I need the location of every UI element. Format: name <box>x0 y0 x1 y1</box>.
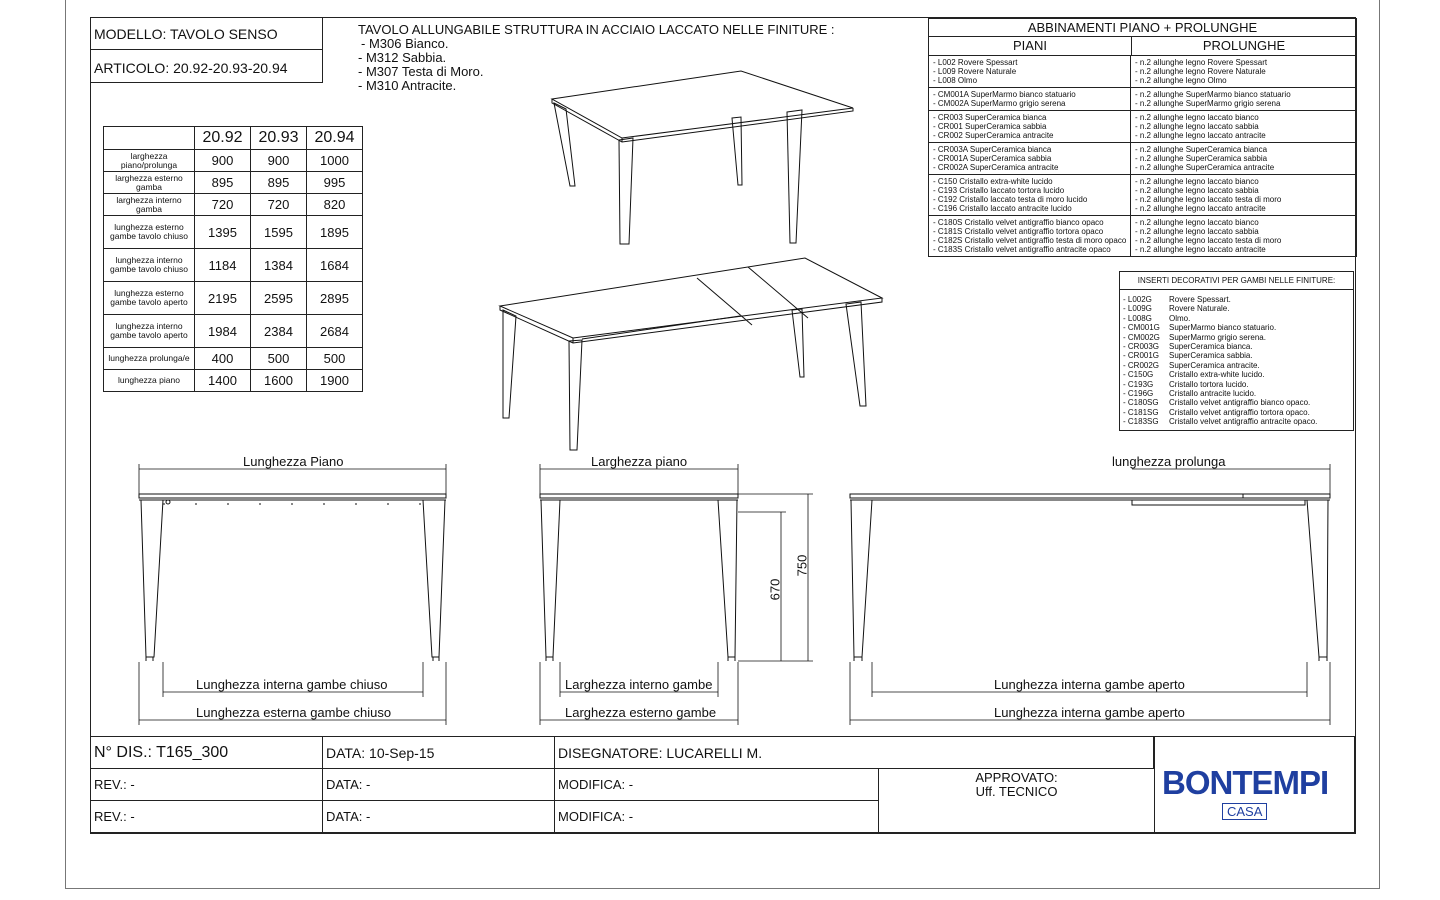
dim-cell: 2684 <box>307 315 363 348</box>
dim-row-label: larghezza piano/prolunga <box>104 150 195 172</box>
inserto-code: - CR001G <box>1123 351 1160 361</box>
dim-cell: 895 <box>251 172 307 194</box>
iso-table-open <box>500 258 882 450</box>
piano-line: - CR002A SuperCeramica antracite <box>933 163 1059 172</box>
dim-row-label: lunghezza esterno gambe tavolo aperto <box>104 282 195 315</box>
inserto-code: - L008G <box>1123 313 1152 323</box>
piano-line: - C196 Cristallo laccato antracite lucido <box>933 204 1072 213</box>
dim-cell: 500 <box>251 348 307 370</box>
tb-disegnatore: DISEGNATORE: LUCARELLI M. <box>554 736 1154 769</box>
inserto-code: - CR003G <box>1123 342 1160 352</box>
dim-row-label: lunghezza interno gambe tavolo aperto <box>104 315 195 348</box>
finishes-title: TAVOLO ALLUNGABILE STRUTTURA IN ACCIAIO LACCATO NELLE FINITURE : <box>358 22 835 37</box>
piano-line: - L008 Olmo <box>933 76 978 85</box>
label-lunghezza-prolunga: lunghezza prolunga <box>1112 454 1226 469</box>
tb-modifica2: MODIFICA: - <box>554 800 879 833</box>
label-larghezza-interno: Larghezza interno gambe <box>565 677 713 692</box>
inserto-name: Rovere Spessart. <box>1169 295 1231 304</box>
inserto-name: Cristallo extra-white lucido. <box>1169 370 1265 380</box>
prolunga-line: - n.2 allunghe legno Rovere Spessart <box>1135 58 1268 67</box>
prolunga-line: - n.2 allunghe SuperCeramica sabbia <box>1135 154 1268 163</box>
piano-line: - C181S Cristallo velvet antigraffio tortora opaco <box>933 227 1104 236</box>
iso-table-closed <box>552 71 853 244</box>
prolunga-line: - n.2 allunghe legno laccato antracite <box>1135 204 1266 213</box>
prolunga-line: - n.2 allunghe legno laccato testa di moro <box>1135 236 1282 245</box>
front-view-closed <box>139 494 446 661</box>
dim-cell: 900 <box>251 150 307 172</box>
inserto-name: SuperCeramica sabbia. <box>1169 351 1253 361</box>
dim-cell: 1984 <box>195 315 251 348</box>
inserto-name: Cristallo velvet antigraffio bianco opaco. <box>1169 398 1311 408</box>
dim-cell: 820 <box>307 194 363 216</box>
dim-cell: 1600 <box>251 370 307 392</box>
prolunga-line: - n.2 allunghe SuperCeramica bianca <box>1135 145 1268 154</box>
dim-cell: 995 <box>307 172 363 194</box>
inserto-code: - C150G <box>1123 370 1154 380</box>
piano-line: - C180S Cristallo velvet antigraffio bianco opaco <box>933 218 1104 227</box>
piano-line: - CR002 SuperCeramica antracite <box>933 131 1054 140</box>
dim-cell: 1000 <box>307 150 363 172</box>
finish-item: - M310 Antracite. <box>358 78 457 93</box>
dim-col-header: 20.94 <box>307 127 363 150</box>
inserti-title: INSERTI DECORATIVI PER GAMBI NELLE FINITURE: <box>1120 272 1353 290</box>
dim-row-label: lunghezza esterno gambe tavolo chiuso <box>104 216 195 249</box>
label-750: 750 <box>794 554 810 577</box>
prolunga-line: - n.2 allunghe legno Rovere Naturale <box>1135 67 1266 76</box>
prolunga-line: - n.2 allunghe legno laccato bianco <box>1135 177 1259 186</box>
dim-cell: 1400 <box>195 370 251 392</box>
piano-line: - L002 Rovere Spessart <box>933 58 1018 67</box>
inserto-code: - CM001G <box>1123 323 1160 333</box>
prolunga-line: - n.2 allunghe legno laccato sabbia <box>1135 227 1259 236</box>
dim-row-label: larghezza esterno gamba <box>104 172 195 194</box>
dim-cell: 400 <box>195 348 251 370</box>
tb-approvato <box>879 771 1154 799</box>
dim-cell: 900 <box>195 150 251 172</box>
prolunga-line: - n.2 allunghe legno laccato bianco <box>1135 113 1259 122</box>
label-lunghezza-interna-aperto: Lunghezza interna gambe aperto <box>994 677 1185 692</box>
prolunga-line: - n.2 allunghe SuperMarmo grigio serena <box>1135 99 1281 108</box>
prolunga-line: - n.2 allunghe SuperCeramica antracite <box>1135 163 1275 172</box>
inserto-name: Rovere Naturale. <box>1169 304 1230 314</box>
dim-cell: 500 <box>307 348 363 370</box>
col-prolunghe: PROLUNGHE <box>1202 38 1286 53</box>
dim-cell: 1395 <box>195 216 251 249</box>
inserto-name: SuperMarmo grigio serena. <box>1169 332 1266 342</box>
dim-cell: 1684 <box>307 249 363 282</box>
col-piani: PIANI <box>929 37 1132 55</box>
inserto-code: - CR002G <box>1123 360 1160 370</box>
finish-item: - M312 Sabbia. <box>358 50 447 65</box>
dim-col-header: 20.92 <box>195 127 251 150</box>
articolo-text: ARTICOLO: 20.92-20.93-20.94 <box>94 60 288 76</box>
inserto-code: - L009G <box>1123 304 1152 314</box>
modello-text: MODELLO: TAVOLO SENSO <box>94 26 278 42</box>
inserto-name: Cristallo velvet antigraffio tortora opaco. <box>1169 407 1310 417</box>
inserto-code: - C183SG <box>1123 417 1159 427</box>
dim-cell: 720 <box>251 194 307 216</box>
dim-row-label: lunghezza prolunga/e <box>104 348 195 370</box>
tb-data2: DATA: - <box>322 768 555 801</box>
prolunga-line: - n.2 allunghe legno laccato antracite <box>1135 245 1266 254</box>
label-lunghezza-piano: Lunghezza Piano <box>243 454 344 469</box>
dim-cell: 2895 <box>307 282 363 315</box>
bontempi-logo: BONTEMPI <box>1162 764 1329 801</box>
dim-cell: 2595 <box>251 282 307 315</box>
front-view-open <box>850 494 1330 661</box>
dim-cell: 895 <box>195 172 251 194</box>
inserto-name: SuperMarmo bianco statuario. <box>1169 323 1277 333</box>
inserto-name: Olmo. <box>1169 313 1191 323</box>
label-670: 670 <box>767 578 783 601</box>
tb-modifica1: MODIFICA: - <box>554 768 879 801</box>
piano-line: - C193 Cristallo laccato tortora lucido <box>933 186 1065 195</box>
label-lunghezza-interna-aperto-2: Lunghezza interna gambe aperto <box>994 705 1185 720</box>
abbinamenti-title: ABBINAMENTI PIANO + PROLUNGHE <box>929 19 1356 37</box>
dim-cell: 720 <box>195 194 251 216</box>
inserto-name: SuperCeramica antracite. <box>1169 360 1260 370</box>
tb-data3: DATA: - <box>322 800 555 833</box>
piano-line: - C182S Cristallo velvet antigraffio testa di moro opaco <box>933 236 1127 245</box>
piano-line: - L009 Rovere Naturale <box>933 67 1017 76</box>
label-larghezza-esterno: Larghezza esterno gambe <box>565 705 717 720</box>
dim-row-label: larghezza interno gamba <box>104 194 195 216</box>
piano-line: - CR001A SuperCeramica sabbia <box>933 154 1052 163</box>
inserto-code: - L002G <box>1123 295 1152 304</box>
dim-cell: 2384 <box>251 315 307 348</box>
dim-cell: 2195 <box>195 282 251 315</box>
piano-line: - CR001 SuperCeramica sabbia <box>933 122 1047 131</box>
finish-item: - M306 Bianco. <box>361 36 449 51</box>
inserto-name: SuperCeramica bianca. <box>1169 342 1253 352</box>
piano-line: - CM002A SuperMarmo grigio serena <box>933 99 1066 108</box>
tb-rev1: REV.: - <box>90 768 323 801</box>
inserto-name: Cristallo antracite lucido. <box>1169 389 1257 399</box>
dim-row-label: lunghezza piano <box>104 370 195 392</box>
piano-line: - CR003A SuperCeramica bianca <box>933 145 1052 154</box>
dim-cell: 1384 <box>251 249 307 282</box>
prolunga-line: - n.2 allunghe legno laccato testa di moro <box>1135 195 1282 204</box>
bontempi-logo-sub: CASA <box>1222 803 1267 820</box>
side-view <box>540 494 738 661</box>
dim-cell: 1900 <box>307 370 363 392</box>
piano-line: - C150 Cristallo extra-white lucido <box>933 177 1053 186</box>
inserto-code: - CM002G <box>1123 332 1160 342</box>
prolunga-line: - n.2 allunghe legno Olmo <box>1135 76 1227 85</box>
inserto-code: - C196G <box>1123 389 1154 399</box>
dim-row-label: lunghezza interno gambe tavolo chiuso <box>104 249 195 282</box>
dim-col-header: 20.93 <box>251 127 307 150</box>
inserto-name: Cristallo tortora lucido. <box>1169 379 1249 389</box>
approvato-label: APPROVATO: <box>975 770 1058 785</box>
prolunga-line: - n.2 allunghe legno laccato antracite <box>1135 131 1266 140</box>
piano-line: - C192 Cristallo laccato testa di moro lucido <box>933 195 1088 204</box>
piano-line: - CR003 SuperCeramica bianca <box>933 113 1047 122</box>
inserto-name: Cristallo velvet antigraffio antracite opaco. <box>1169 417 1318 427</box>
prolunga-line: - n.2 allunghe legno laccato bianco <box>1135 218 1259 227</box>
label-lunghezza-esterna-chiuso: Lunghezza esterna gambe chiuso <box>196 705 392 720</box>
prolunga-line: - n.2 allunghe legno laccato sabbia <box>1135 122 1259 131</box>
label-lunghezza-interna-chiuso: Lunghezza interna gambe chiuso <box>196 677 388 692</box>
inserto-code: - C180SG <box>1123 398 1159 408</box>
piano-line: - C183S Cristallo velvet antigraffio antracite opaco <box>933 245 1111 254</box>
tb-data1: DATA: 10-Sep-15 <box>322 736 555 769</box>
label-larghezza-piano: Larghezza piano <box>591 454 688 469</box>
tb-rev2: REV.: - <box>90 800 323 833</box>
dim-cell: 1895 <box>307 216 363 249</box>
dim-cell: 1595 <box>251 216 307 249</box>
prolunga-line: - n.2 allunghe SuperMarmo bianco statuario <box>1135 90 1291 99</box>
inserto-code: - C181SG <box>1123 407 1159 417</box>
ufficio-label: Uff. TECNICO <box>975 784 1058 799</box>
finish-item: - M307 Testa di Moro. <box>358 64 484 79</box>
tb-approvato-box <box>878 768 1155 833</box>
tb-ndis: N° DIS.: T165_300 <box>90 736 323 769</box>
dim-cell: 1184 <box>195 249 251 282</box>
piano-line: - CM001A SuperMarmo bianco statuario <box>933 90 1076 99</box>
inserto-code: - C193G <box>1123 379 1154 389</box>
prolunga-line: - n.2 allunghe legno laccato sabbia <box>1135 186 1259 195</box>
